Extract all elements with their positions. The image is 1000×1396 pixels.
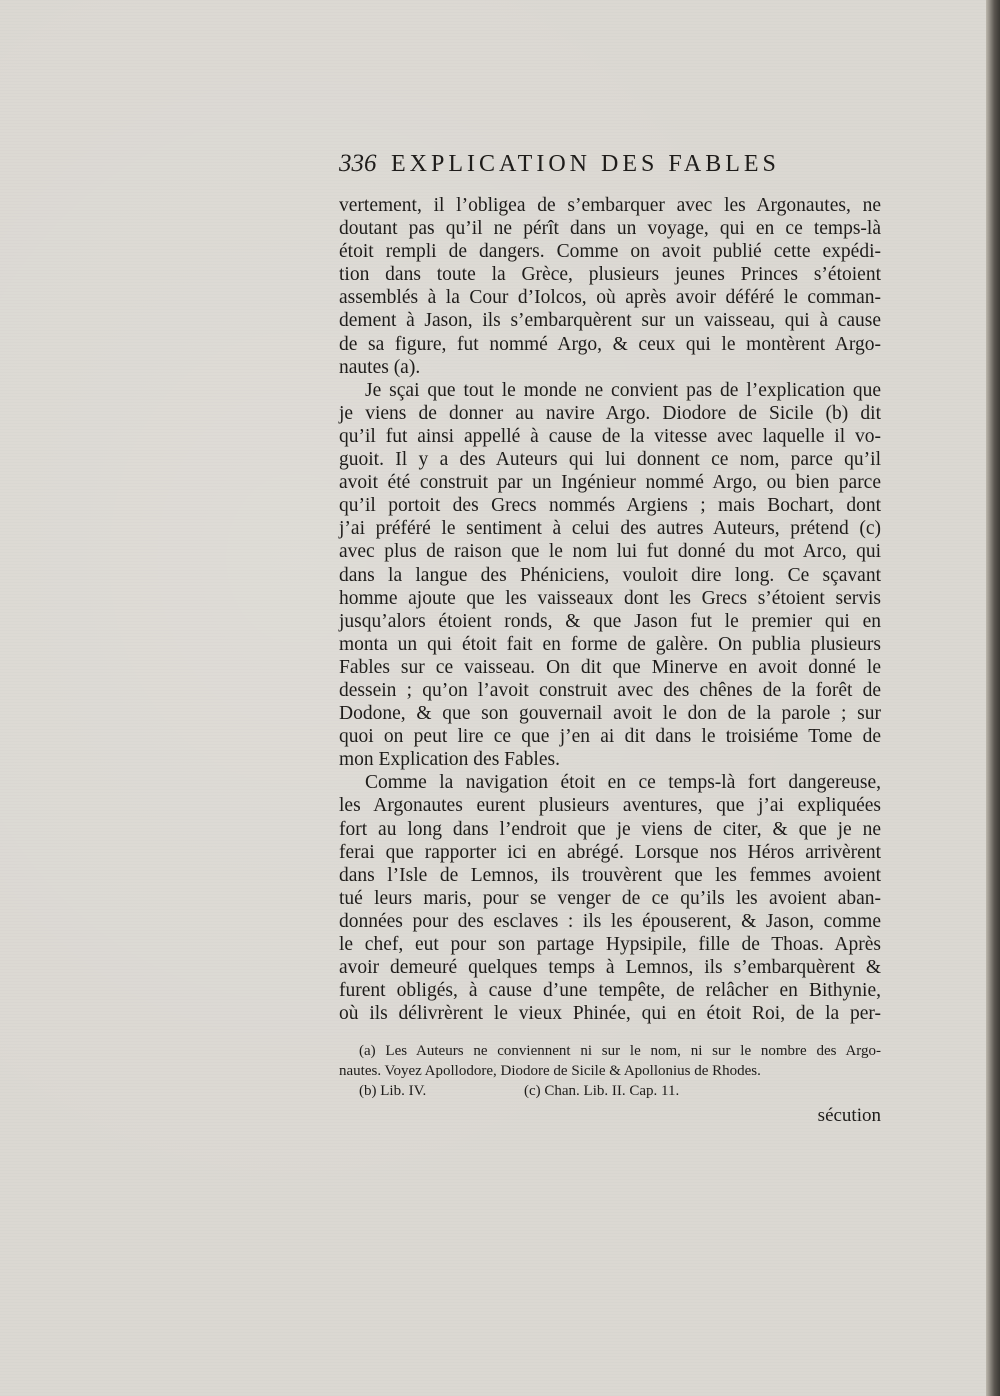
text-line: avec plus de raison que le nom lui fut donné du mot Arco, qui (339, 541, 881, 563)
text-line: monta un qui étoit fait en forme de galère. On publia plusieurs (339, 633, 881, 655)
text-line: je viens de donner au navire Argo. Diodore de Sicile (b) dit (339, 402, 881, 424)
text-line: dans l’Isle de Lemnos, ils trouvèrent que les femmes avoient (339, 864, 881, 886)
footnotes (339, 1041, 881, 1101)
text-line: vertement, il l’obligea de s’embarquer avec les Argonautes, ne (339, 195, 881, 216)
text-line: où ils délivrèrent le vieux Phinée, qui en étoit Roi, de la per- (339, 1003, 881, 1025)
text-line: dans la langue des Phéniciens, vouloit dire long. Ce sçavant (339, 564, 881, 586)
text-line: étoit rempli de dangers. Comme on avoit publié cette expédi- (339, 241, 881, 263)
catchword: sécution (817, 1105, 881, 1127)
text-line: Dodone, & que son gouvernail avoit le don de la parole ; sur (339, 703, 881, 725)
text-line: Fables sur ce vaisseau. On dit que Minerve en avoit donné le (339, 656, 881, 678)
text-line: dessein ; qu’on l’avoit construit avec des chênes de la forêt de (339, 679, 881, 701)
page-number: 336 (339, 150, 377, 177)
text-line: fort au long dans l’endroit que je viens de citer, & que je ne (339, 818, 881, 840)
text-line: le chef, eut pour son partage Hypsipile, fille de Thoas. Après (339, 934, 881, 955)
footnote-a: (a) Les Auteurs ne conviennent ni sur le nom, ni sur le nombre des Argo- (359, 1043, 881, 1060)
text-line: de sa figure, fut nommé Argo, & ceux qui le montèrent Argo- (339, 333, 881, 355)
text-line: nautes (a). (339, 356, 421, 378)
text-line: mon Explication des Fables. (339, 749, 560, 771)
text-line: Je sçai que tout le monde ne convient pas de l’explication que (365, 379, 881, 401)
text-line: dement à Jason, ils s’embarquèrent sur un vaisseau, qui à cause (339, 310, 881, 332)
text-line: qu’il fut ainsi appellé à cause de la vitesse avec laquelle il vo- (339, 425, 881, 447)
text-line: les Argonautes eurent plusieurs aventures, que j’ai expliquées (339, 795, 881, 817)
text-line: ferai que rapporter ici en abrégé. Lorsque nos Héros arrivèrent (339, 841, 881, 863)
text-line: quoi on peut lire ce que j’en ai dit dans le troisiéme Tome de (339, 726, 881, 748)
footnote-c: (c) Chan. Lib. II. Cap. 11. (524, 1083, 680, 1100)
text-line: j’ai préféré le sentiment à celui des autres Auteurs, prétend (c) (339, 518, 881, 540)
text-line: doutant pas qu’il ne pérît dans un voyage, qui en ce temps-là (339, 218, 881, 240)
body-text (339, 194, 881, 1025)
text-line: assemblés à la Cour d’Iolcos, où après avoir déféré le comman- (339, 287, 881, 309)
text-block (339, 150, 881, 1127)
running-head (339, 150, 881, 190)
page-edge-shadow (986, 0, 1000, 1396)
text-line: furent obligés, à cause d’une tempête, de relâcher en Bithynie, (339, 980, 881, 1002)
text-line: avoir demeuré quelques temps à Lemnos, ils s’embarquèrent & (339, 957, 881, 979)
text-line: jusqu’alors étoient ronds, & que Jason fut le premier qui en (339, 610, 881, 632)
footnote-b: (b) Lib. IV. (359, 1083, 427, 1100)
text-line: tion dans toute la Grèce, plusieurs jeunes Princes s’étoient (339, 264, 881, 286)
text-line: guoit. Il y a des Auteurs qui lui donnent ce nom, parce qu’il (339, 449, 881, 471)
text-line: homme ajoute que les vaisseaux dont les Grecs s’étoient servis (339, 587, 881, 609)
text-line: Comme la navigation étoit en ce temps-là fort dangereuse, (365, 772, 881, 794)
footnote-refs (339, 1081, 881, 1101)
text-line: données pour des esclaves : ils les épouserent, & Jason, comme (339, 910, 881, 932)
text-line: avoit été construit par un Ingénieur nommé Argo, ou bien parce (339, 472, 881, 494)
text-line: tué leurs maris, pour se venger de ce qu’ils les avoient aban- (339, 887, 881, 909)
text-line: qu’il portoit des Grecs nommés Argiens ; mais Bochart, dont (339, 495, 881, 517)
footnote-a-continued: nautes. Voyez Apollodore, Diodore de Sicile & Apollonius de Rhodes. (339, 1063, 761, 1080)
running-title: EXPLICATION DES FABLES (391, 151, 780, 177)
